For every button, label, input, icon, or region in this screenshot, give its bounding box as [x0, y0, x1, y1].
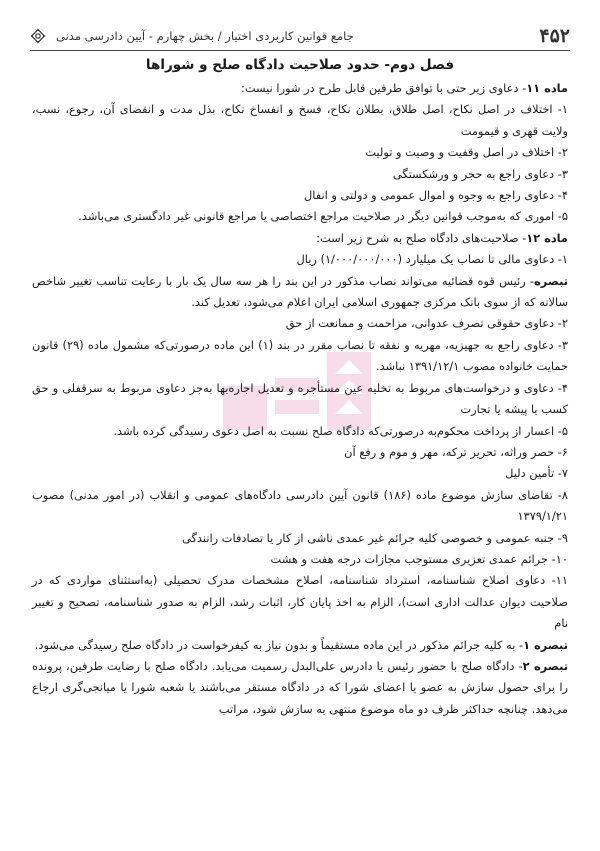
paragraph: [32, 206, 568, 227]
paragraph-text: ۴- دعاوی و درخواست‌های مربوط به تخلیه عین مستأجره و تعدیل اجاره‌بها به‌جز دعاوی مربوط به سرقفلی و حق کسب یا پیشه یا تجارت: [32, 380, 568, 417]
paragraph-list: [32, 78, 568, 720]
paragraph-text: ۶- حصر وراثه، تحریر ترکه، مهر و موم و رفع آن: [344, 444, 568, 459]
page-number: ۴۵۲: [539, 25, 570, 47]
paragraph: [32, 271, 568, 314]
paragraph: [32, 442, 568, 463]
paragraph-text: ۳- دعاوی راجع به حجر و ورشکستگی: [392, 166, 568, 181]
paragraph-text: ۹- جنبه عمومی و خصوصی کلیه جرائم غیر عمدی ناشی از کار یا تصادفات رانندگی: [182, 530, 568, 545]
paragraph: [32, 378, 568, 421]
paragraph: [32, 528, 568, 549]
paragraph-text: - دادگاه صلح با حضور رئیس یا دادرس علی‌البدل رسمیت می‌یابد. دادگاه صلح با رضایت طرفین، پرونده را برای حصول سازش به عضو یا اعضای شورا که در دادگاه مستقر می‌باشند یا شعبه شورا یا میانجی‌گری ارجاع می‌دهد. چنانچه حداکثر ظرف دو ماه موضوع منتهی به سازش شود، مراتب: [32, 658, 568, 716]
article-label: تبصره: [534, 273, 568, 288]
page-body: [32, 54, 568, 720]
paragraph-text: ۲- دعاوی حقوقی تصرف عدوانی، مزاحمت و ممانعت از حق: [285, 316, 568, 331]
paragraph: [32, 164, 568, 185]
article-label: تبصره ۲: [522, 658, 568, 673]
article-label: ماده ۱۲: [526, 230, 568, 245]
paragraph-text: ۱- دعاوی مالی تا نصاب یک میلیارد (۱/۰۰۰/۰۰۰/۰۰۰) ریال: [296, 252, 568, 267]
paragraph-text: ۵- اموری که به‌موجب قوانین دیگر در صلاحیت مراجع اختصاصی یا مراجع قانونی غیر دادگستری می‌باشد.: [78, 209, 568, 224]
paragraph-text: - دعاوی زیر حتی با توافق طرفین قابل طرح در شورا نیست:: [241, 81, 527, 95]
paragraph-text: ۵- اعسار از پرداخت محکوم‌به درصورتی‌که دادگاه صلح نسبت به اصل دعوی رسیدگی کرده باشد.: [113, 423, 568, 438]
paragraph: [32, 421, 568, 442]
running-title: [30, 28, 354, 44]
header-divider: [30, 50, 570, 51]
paragraph: [32, 142, 568, 163]
paragraph: [32, 335, 568, 378]
paragraph-text: ۸- تقاضای سازش موضوع ماده (۱۸۶) قانون آیین دادرسی دادگاه‌های عمومی و انقلاب (در امور مدنی) مصوب ۱۳۷۹/۱/۲۱: [32, 487, 568, 524]
running-title-text: جامع قوانین کاربردی اختیار / بخش چهارم - آیین دادرسی مدنی: [56, 29, 354, 43]
paragraph-text: ۲- اختلاف در اصل وقفیت و وصیت و تولیت: [365, 145, 568, 160]
paragraph: [32, 78, 568, 99]
paragraph: [32, 228, 568, 249]
paragraph-text: ۱۰- جرائم عمدی تعزیری مستوجب مجازات درجه هفت و هشت: [270, 551, 568, 566]
paragraph: [32, 249, 568, 270]
paragraph: [32, 549, 568, 570]
paragraph-text: ۳- دعاوی راجع به جهیزیه، مهریه و نفقه تا نصاب مقرر در بند (۱) این ماده درصورتی‌که مشمول ماده (۲۹) قانون حمایت خانواده مصوب ۱۳۹۱/۱۲/۱ نباشد.: [32, 337, 568, 374]
chapter-title: فصل دوم- حدود صلاحیت دادگاه صلح و شوراها: [145, 57, 455, 73]
diamond-knot-icon: [30, 28, 46, 44]
paragraph: [32, 99, 568, 142]
paragraph-text: ۱- اختلاف در اصل نکاح، اصل طلاق، بطلان نکاح، فسخ و انفساخ نکاح، بذل مدت و انقضای آن، رجوع، نسب، ولایت قهری و قیمومت: [32, 102, 568, 138]
paragraph-text: - به کلیه جرائم مذکور در این ماده مستقیماً و بدون نیاز به کیفرخواست در دادگاه صلح رسیدگی می‌شود.: [34, 637, 524, 652]
paragraph-text: ۱۱- دعاوی اصلاح شناسنامه، استرداد شناسنامه، اصلاح مشخصات مدرک تحصیلی (به‌استثنای مواردی که در صلاحیت دیوان عدالت اداری است)، الزام به اخذ پایان کار، اثبات رشد، الزام به صدور شناسنامه، تصحیح و تغییر نام: [32, 573, 568, 631]
paragraph-text: - صلاحیت‌های دادگاه صلح به شرح زیر است:: [316, 230, 527, 245]
paragraph: [32, 570, 568, 634]
article-label: ماده ۱۱: [526, 81, 568, 95]
paragraph: [32, 635, 568, 656]
paragraph-text: ۷- تأمین دلیل: [505, 466, 568, 481]
paragraph: [32, 185, 568, 206]
paragraph: [32, 313, 568, 334]
paragraph: [32, 485, 568, 528]
paragraph-text: - رئیس قوه قضائیه می‌تواند نصاب مذکور در این بند را هر سه سال یک بار با رعایت تناسب تغییر شاخص سالانه که از سوی بانک مرکزی جمهوری اسلامی ایران اعلام می‌شود، تعدیل کند.: [32, 273, 568, 310]
paragraph-text: ۴- دعاوی راجع به وجوه و اموال عمومی و دولتی و انفال: [303, 188, 568, 203]
article-label: تبصره ۱: [523, 637, 568, 652]
page-header: [30, 24, 570, 48]
paragraph: [32, 463, 568, 484]
paragraph: [32, 656, 568, 720]
